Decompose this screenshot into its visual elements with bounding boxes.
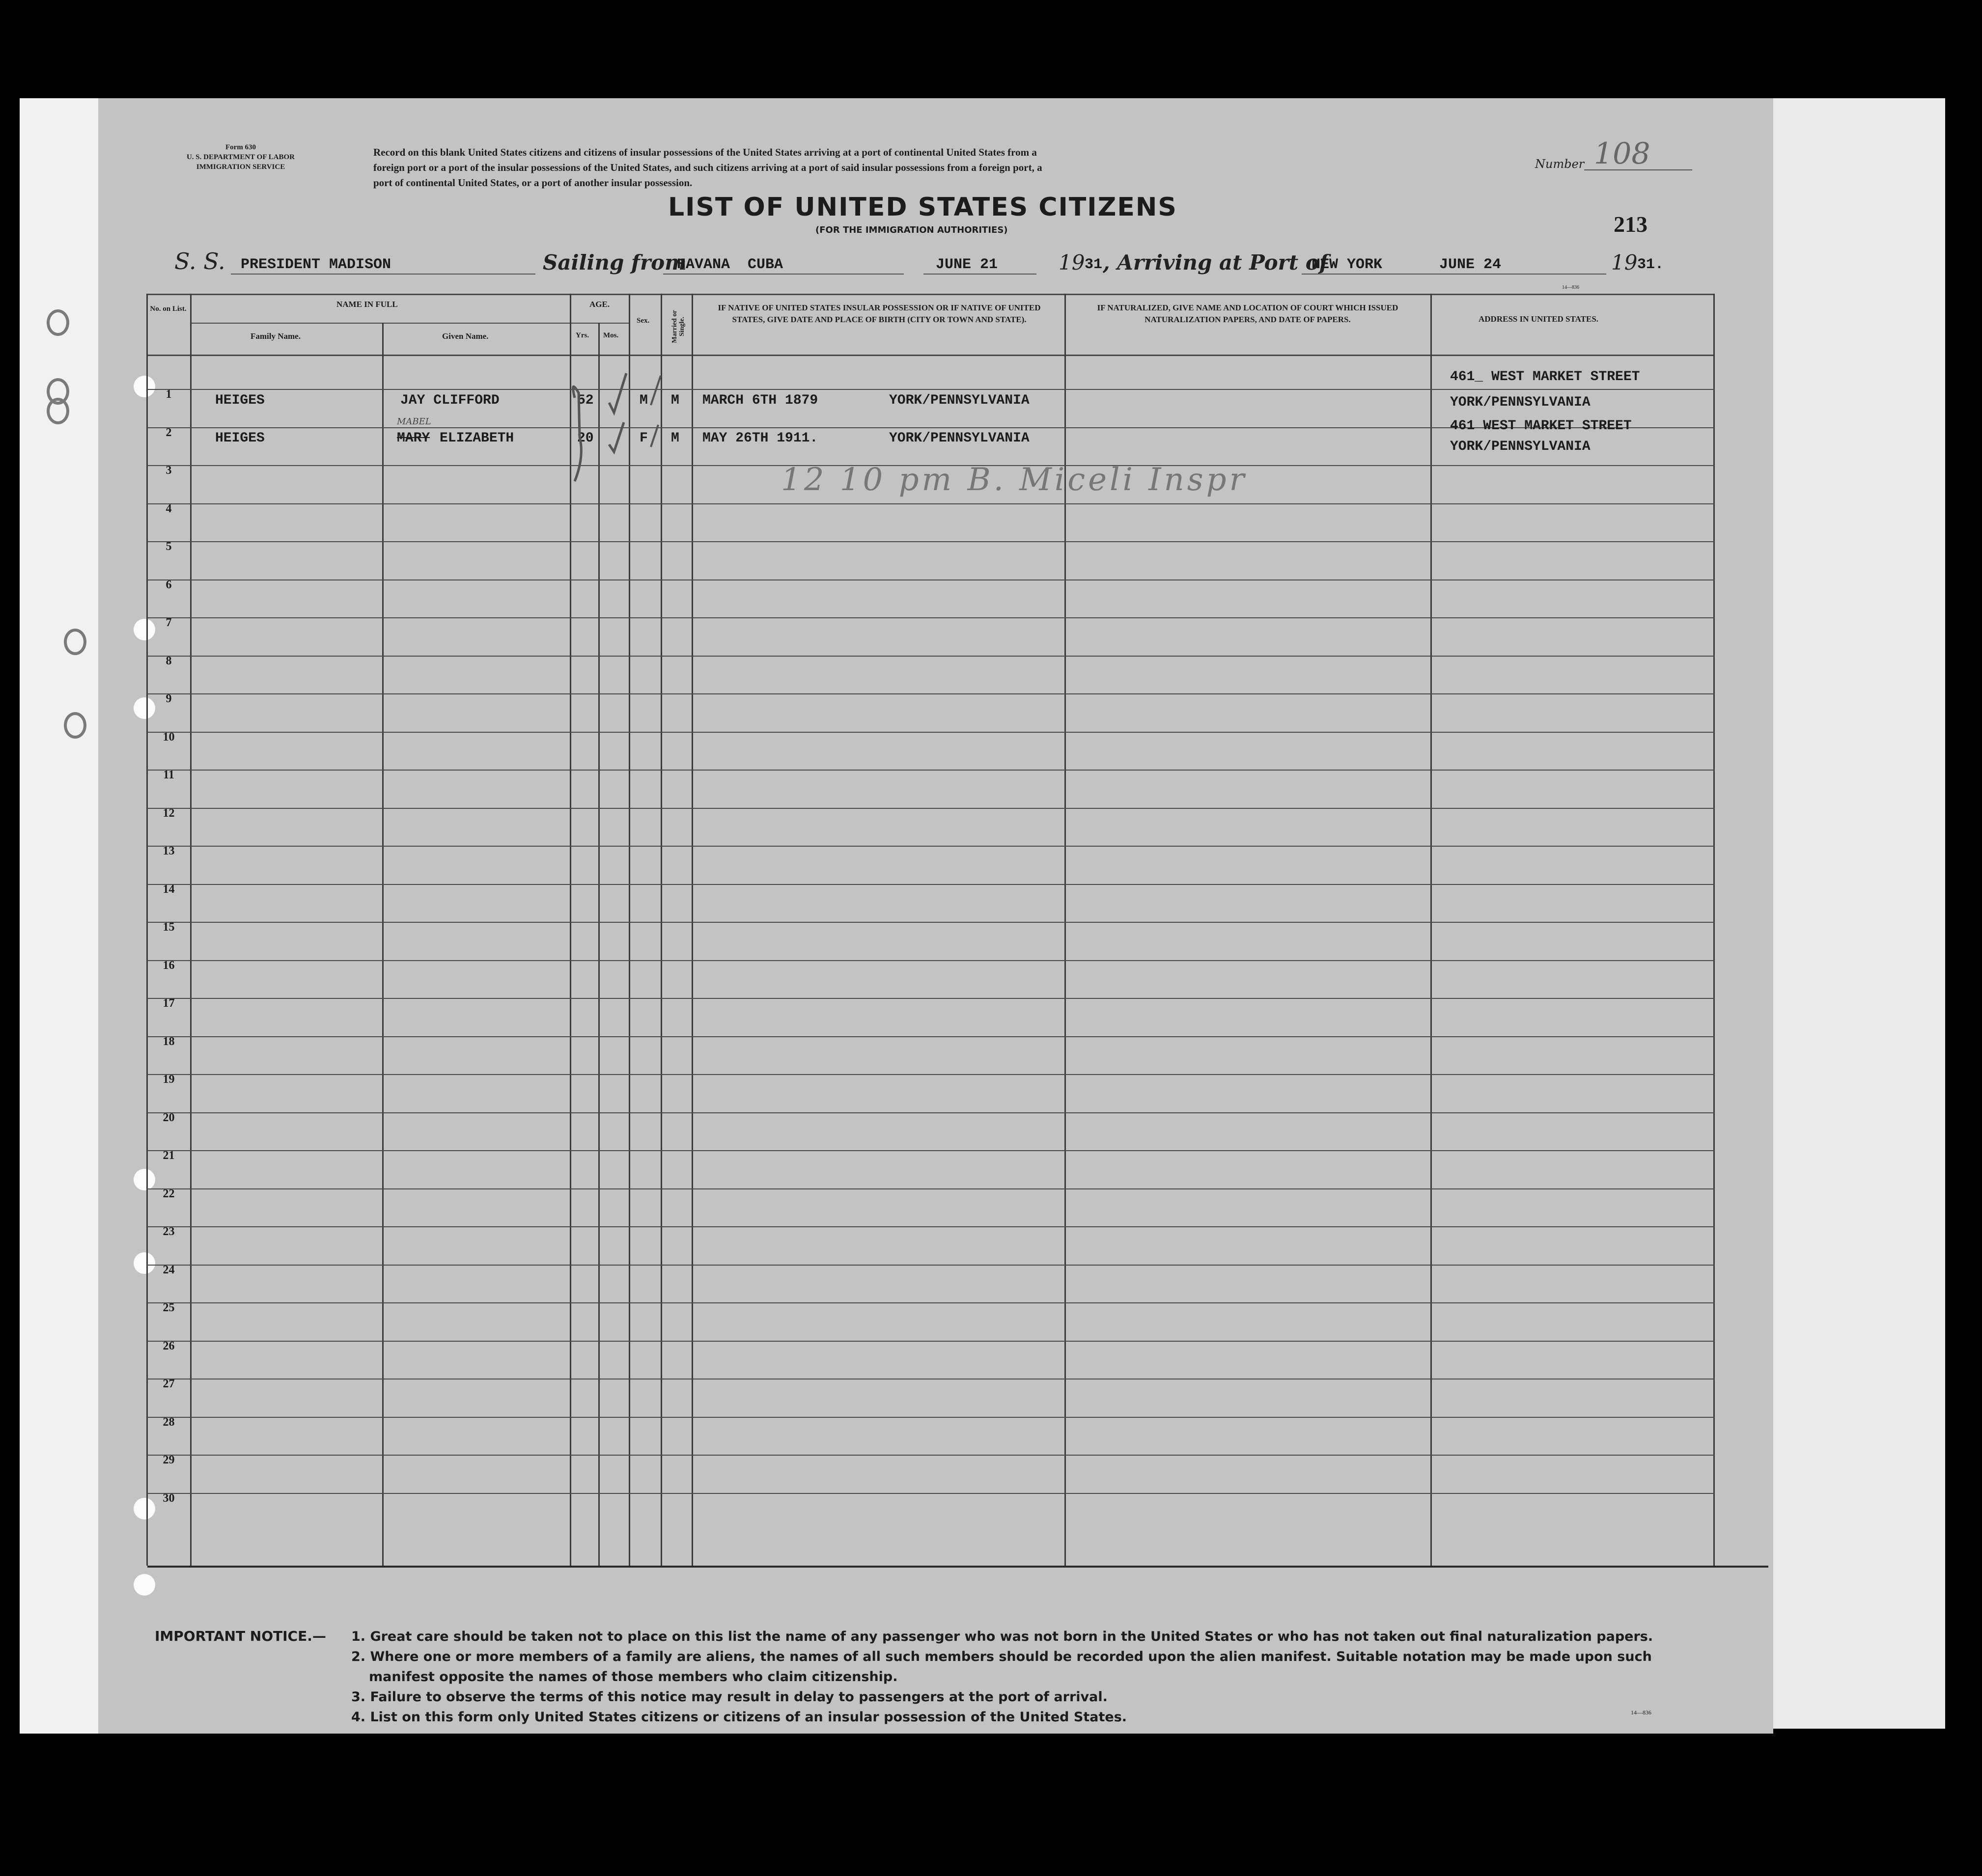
row-number: 26 bbox=[163, 1339, 175, 1352]
col-address: ADDRESS IN UNITED STATES. bbox=[1479, 314, 1599, 324]
row-number: 23 bbox=[163, 1225, 175, 1238]
row-number: 9 bbox=[166, 692, 172, 705]
row-number: 22 bbox=[163, 1187, 175, 1200]
row-rule bbox=[147, 1417, 1714, 1418]
col-rule bbox=[1430, 294, 1432, 1566]
row-number: 7 bbox=[166, 616, 172, 629]
arrival-line bbox=[1302, 274, 1606, 275]
row-number: 14 bbox=[163, 883, 175, 896]
table-bottom-rule bbox=[147, 1566, 1768, 1568]
instruction-line: foreign port or a port of the insular possessions of the United States, and such citizens arriving at a port of said insular possessions from a foreign port, a bbox=[373, 162, 1042, 173]
instruction-line: Record on this blank United States citizens and citizens of insular possessions of the United States arriving at a port of continental United States from a bbox=[373, 146, 1037, 158]
citizen-list-form bbox=[98, 98, 1773, 1734]
row-rule bbox=[147, 1341, 1714, 1342]
sex: M bbox=[640, 393, 648, 408]
col-rule bbox=[1713, 294, 1715, 1566]
punch-hole bbox=[64, 712, 86, 739]
number-line bbox=[1584, 169, 1692, 170]
department: U. S. DEPARTMENT OF LABOR bbox=[186, 153, 295, 161]
row-rule bbox=[147, 1036, 1714, 1037]
notice-item: 1. Great care should be taken not to place on this list the name of any passenger who was not born in the United States or who has not taken out final naturalization papers. bbox=[351, 1629, 1653, 1644]
ss-label: S. S. bbox=[174, 248, 225, 275]
marital-status: M bbox=[671, 431, 679, 446]
row-number: 10 bbox=[163, 730, 175, 744]
print-code: 14—836 bbox=[1562, 285, 1579, 290]
address-street: 461_ WEST MARKET STREET bbox=[1450, 369, 1640, 385]
instructions bbox=[373, 145, 1042, 191]
row-rule bbox=[147, 389, 1714, 390]
inspector-annotation: 12 10 pm B. Miceli Inspr bbox=[781, 462, 1248, 498]
col-age: AGE. bbox=[589, 300, 610, 309]
col-sex: Sex. bbox=[637, 317, 650, 325]
row-number: 13 bbox=[163, 845, 175, 857]
number-label: Number bbox=[1535, 157, 1585, 171]
row-rule bbox=[147, 922, 1714, 923]
row-number: 30 bbox=[163, 1491, 175, 1505]
row-rule bbox=[147, 1455, 1714, 1456]
row-rule bbox=[147, 808, 1714, 809]
col-given-name: Given Name. bbox=[442, 331, 489, 341]
punch-hole bbox=[134, 1574, 155, 1596]
row-number: 24 bbox=[163, 1263, 175, 1276]
year-prefix: 19 bbox=[1059, 250, 1085, 275]
row-rule bbox=[147, 1226, 1714, 1227]
row-number: 18 bbox=[163, 1035, 175, 1048]
from-port: HAVANA CUBA bbox=[677, 256, 783, 273]
punch-hole bbox=[47, 398, 69, 424]
row-rule bbox=[147, 846, 1714, 847]
given-name: JAY CLIFFORD bbox=[400, 393, 500, 408]
notice-heading: IMPORTANT NOTICE.— bbox=[155, 1628, 326, 1644]
address-city: YORK/PENNSYLVANIA bbox=[1450, 439, 1591, 454]
row-number: 3 bbox=[166, 464, 172, 477]
row-rule bbox=[147, 770, 1714, 771]
instruction-line: port of continental United States, or a port of another insular possession. bbox=[373, 177, 693, 189]
page-subtitle: (FOR THE IMMIGRATION AUTHORITIES) bbox=[815, 225, 1008, 235]
from-line bbox=[663, 274, 904, 275]
col-rule bbox=[190, 294, 192, 1566]
row-rule bbox=[147, 1302, 1714, 1303]
birth-place: YORK/PENNSYLVANIA bbox=[889, 431, 1030, 446]
row-rule bbox=[147, 1493, 1714, 1494]
age-years: 20 bbox=[577, 431, 594, 446]
sail-date: JUNE 21 bbox=[936, 256, 998, 273]
sex: F bbox=[640, 431, 648, 446]
family-name: HEIGES bbox=[215, 393, 265, 408]
col-yrs: Yrs. bbox=[576, 331, 589, 339]
row-rule bbox=[147, 884, 1714, 885]
marital-status: M bbox=[671, 393, 679, 408]
row-number: 8 bbox=[166, 654, 172, 667]
arrival-year: 31. bbox=[1637, 256, 1664, 273]
row-number: 1 bbox=[166, 388, 172, 401]
given-name: ELIZABETH bbox=[440, 431, 514, 446]
given-name-struck: MARY bbox=[397, 431, 430, 446]
form-id-block bbox=[147, 142, 334, 172]
col-family-name: Family Name. bbox=[251, 331, 301, 341]
arrival-port: NEW YORK bbox=[1312, 256, 1383, 273]
row-rule bbox=[147, 960, 1714, 961]
check-marks bbox=[540, 359, 668, 486]
row-rule bbox=[147, 732, 1714, 733]
row-rule bbox=[147, 617, 1714, 618]
col-naturalized: IF NATURALIZED, GIVE NAME AND LOCATION OF COURT WHICH ISSUED NATURALIZATION PAPERS, AND DATE OF PAPERS. bbox=[1097, 303, 1398, 324]
birth-date: MAY 26TH 1911. bbox=[702, 431, 818, 446]
row-rule bbox=[147, 541, 1714, 542]
row-rule bbox=[147, 1265, 1714, 1266]
row-rule bbox=[147, 1074, 1714, 1075]
notice-items bbox=[351, 1627, 1653, 1727]
age-years: 52 bbox=[577, 393, 594, 408]
table-top-rule bbox=[147, 294, 1714, 295]
row-rule bbox=[147, 503, 1714, 504]
notice-item: 2. Where one or more members of a family are aliens, the names of all such members should be recorded upon the alien manifest. Suitable notation may be made upon such bbox=[351, 1649, 1652, 1664]
row-rule bbox=[147, 1150, 1714, 1151]
row-rule bbox=[147, 693, 1714, 694]
row-number: 16 bbox=[163, 959, 175, 972]
page-number: 213 bbox=[1614, 212, 1647, 237]
address-city: YORK/PENNSYLVANIA bbox=[1450, 395, 1591, 410]
row-number: 21 bbox=[163, 1149, 175, 1162]
punch-hole bbox=[47, 309, 69, 336]
address-street: 461 WEST MARKET STREET bbox=[1450, 418, 1632, 434]
col-no-on-list: No. on List. bbox=[150, 305, 187, 313]
row-number: 25 bbox=[163, 1301, 175, 1314]
row-number: 2 bbox=[166, 426, 172, 439]
col-married-or-single: Married or Single. bbox=[671, 310, 686, 343]
sailing-label: Sailing from bbox=[543, 250, 687, 275]
row-rule bbox=[147, 1112, 1714, 1113]
row-number: 17 bbox=[163, 997, 175, 1010]
punch-hole bbox=[64, 629, 86, 655]
service: IMMIGRATION SERVICE bbox=[196, 163, 285, 171]
arrival-year-prefix: 19 bbox=[1611, 250, 1638, 275]
row-number: 11 bbox=[163, 769, 174, 781]
notice-item: 3. Failure to observe the terms of this notice may result in delay to passengers at the port of arrival. bbox=[351, 1689, 1108, 1705]
form-number: Form 630 bbox=[225, 143, 256, 151]
row-number: 28 bbox=[163, 1415, 175, 1429]
notice-item: manifest opposite the names of those members who claim citizenship. bbox=[369, 1669, 898, 1684]
notice-code: 14—836 bbox=[1631, 1709, 1651, 1716]
row-number: 19 bbox=[163, 1073, 175, 1086]
row-number: 4 bbox=[166, 502, 172, 515]
row-rule bbox=[147, 1188, 1714, 1189]
row-rule bbox=[147, 998, 1714, 999]
birth-date: MARCH 6TH 1879 bbox=[702, 393, 818, 408]
col-name-in-full: NAME IN FULL bbox=[336, 300, 398, 309]
row-rule bbox=[147, 579, 1714, 580]
row-number: 5 bbox=[166, 540, 172, 553]
notice-item: 4. List on this form only United States citizens or citizens of an insular possession of the United States. bbox=[351, 1710, 1127, 1725]
page-title: LIST OF UNITED STATES CITIZENS bbox=[668, 193, 1177, 222]
arrival-date: JUNE 24 bbox=[1439, 256, 1502, 273]
col-birth: IF NATIVE OF UNITED STATES INSULAR POSSESSION OR IF NATIVE OF UNITED STATES, GIVE DATE AND PLACE OF BIRTH (CITY OR TOWN AND STATE). bbox=[718, 303, 1041, 324]
sail-year: 31 bbox=[1085, 256, 1103, 273]
given-name-correction: MABEL bbox=[397, 416, 431, 427]
ship-line bbox=[231, 274, 535, 275]
col-rule bbox=[692, 294, 693, 1566]
family-name: HEIGES bbox=[215, 431, 265, 446]
name-sub-rule bbox=[192, 323, 570, 324]
row-number: 27 bbox=[163, 1378, 175, 1390]
row-number: 15 bbox=[163, 921, 175, 934]
number-value: 108 bbox=[1594, 137, 1650, 171]
row-number: 12 bbox=[163, 806, 175, 820]
row-number: 29 bbox=[163, 1454, 175, 1466]
row-rule bbox=[147, 656, 1714, 657]
row-number: 6 bbox=[166, 578, 172, 591]
ship-name: PRESIDENT MADISON bbox=[241, 256, 391, 273]
col-mos: Mos. bbox=[603, 331, 619, 339]
row-number: 20 bbox=[163, 1111, 175, 1124]
birth-place: YORK/PENNSYLVANIA bbox=[889, 393, 1030, 408]
date-line bbox=[923, 274, 1036, 275]
arriving-label: , Arriving at Port of bbox=[1103, 250, 1328, 275]
